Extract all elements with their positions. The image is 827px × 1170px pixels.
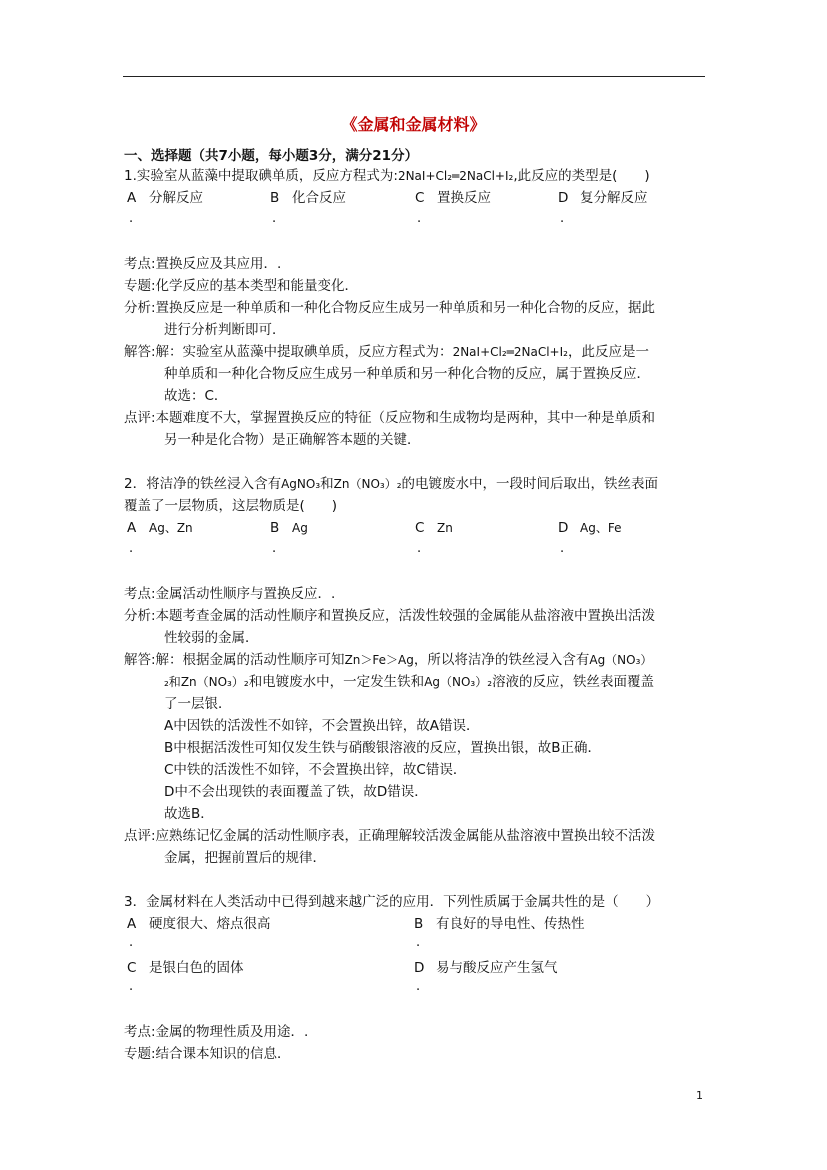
q2-jieda-2b: Zn（NO₃）₂ — [180, 675, 249, 689]
q2-jieda-4: A中因铁的活泼性不如锌，不会置换出锌，故A错误． — [164, 718, 480, 734]
q3-dot-b: . — [416, 935, 421, 950]
q1-dot-b: . — [272, 211, 277, 226]
q2-jieda-1b: Zn＞Fe＞Ag — [344, 653, 414, 667]
q2-stem-2: 覆盖了一层物质，这层物质是( ) — [124, 498, 338, 514]
q1-kaodian: 考点:置换反应及其应用．. — [124, 256, 282, 272]
q1-fenxi-2: 进行分析判断即可． — [164, 322, 286, 338]
q2-jieda-1d: Ag（NO₃） — [589, 653, 653, 667]
q1-jieda-2: 种单质和一种化合物反应生成另一种单质和另一种化合物的反应，属于置换反应． — [164, 366, 650, 382]
q2-dianping-2: 金属，把握前置后的规律． — [164, 850, 326, 866]
header-rule — [123, 76, 705, 77]
q2-dot-a: . — [129, 541, 134, 556]
q1-option-d: D 复分解反应 — [558, 190, 648, 206]
q2-option-a: A Ag、Zn — [127, 520, 193, 536]
q3-dot-d: . — [416, 979, 421, 994]
q2-jieda-7: D中不会出现铁的表面覆盖了铁，故D错误． — [164, 784, 428, 800]
section-heading: 一、选择题（共7小题，每小题3分，满分21分） — [124, 148, 419, 164]
q2-jieda-1 — [124, 650, 652, 670]
q2-dot-c: . — [417, 541, 422, 556]
q1-equation: 2NaI+Cl₂═2NaCl+I₂ — [397, 169, 514, 183]
q1-dianping-2: 另一种是化合物）是正确解答本题的关键． — [164, 432, 421, 448]
q2-dianping-1: 点评:应熟练记忆金属的活动性顺序表，正确理解较活泼金属能从盐溶液中置换出较不活泼 — [124, 828, 656, 844]
q1-stem — [124, 166, 650, 186]
q3-kaodian: 考点:金属的物理性质及用途．. — [124, 1024, 309, 1040]
q2-jieda-2d: Ag（NO₃）₂ — [424, 675, 493, 689]
q1-zhuanti: 专题:化学反应的基本类型和能量变化． — [124, 278, 359, 294]
q3-dot-c: . — [129, 979, 134, 994]
q1-dot-d: . — [560, 211, 565, 226]
q3-zhuanti: 专题:结合课本知识的信息． — [124, 1046, 291, 1062]
q2-stem-1d: Zn（NO₃）₂ — [333, 477, 402, 491]
q2-stem-1a: 2．将洁净的铁丝浸入含有 — [124, 476, 282, 492]
page-number: 1 — [696, 1089, 703, 1102]
q1-jieda-equation: 2NaI+Cl₂═2NaCl+I₂ — [452, 345, 568, 359]
q2-fenxi-2: 性较弱的金属． — [164, 630, 259, 646]
q2-jieda-3: 了一层银． — [164, 696, 232, 712]
q1-fenxi-1: 分析:置换反应是一种单质和一种化合物反应生成另一种单质和另一种化合物的反应，据此 — [124, 300, 656, 316]
q2-option-c: C Zn — [415, 520, 453, 536]
q3-option-c: C 是银白色的固体 — [127, 960, 244, 976]
q2-stem-1c: 和 — [320, 476, 334, 492]
q3-stem: 3．金属材料在人类活动中已得到越来越广泛的应用．下列性质属于金属共性的是（ ） — [124, 894, 660, 910]
q3-dot-a: . — [129, 935, 134, 950]
q2-jieda-6: C中铁的活泼性不如锌，不会置换出锌，故C错误． — [164, 762, 467, 778]
q1-stem-post: ,此反应的类型是( ) — [513, 168, 650, 184]
q2-kaodian: 考点:金属活动性顺序与置换反应．. — [124, 586, 336, 602]
q1-dot-c: . — [417, 211, 422, 226]
q2-jieda-1a: 解答:解：根据金属的活动性顺序可知 — [124, 652, 345, 668]
q1-option-b: B 化合反应 — [270, 190, 346, 206]
q3-option-a: A 硬度很大、熔点很高 — [127, 916, 271, 932]
q2-jieda-2 — [164, 672, 654, 692]
q2-option-d: D Ag、Fe — [558, 520, 622, 536]
q2-jieda-2e: 溶液的反应，铁丝表面覆盖 — [492, 674, 655, 690]
q1-jieda-1b: ，此反应是一 — [567, 344, 649, 360]
q1-stem-pre: 1.实验室从蓝藻中提取碘单质，反应方程式为: — [124, 168, 398, 184]
q2-jieda-8: 故选B． — [164, 806, 214, 822]
q1-jieda-1a: 解答:解：实验室从蓝藻中提取碘单质，反应方程式为： — [124, 344, 453, 360]
q1-jieda-3: 故选：C． — [164, 388, 228, 404]
q2-dot-d: . — [560, 541, 565, 556]
q2-fenxi-1: 分析:本题考查金属的活动性顺序和置换反应，活泼性较强的金属能从盐溶液中置换出活泼 — [124, 608, 656, 624]
q1-dianping-1: 点评:本题难度不大，掌握置换反应的特征（反应物和生成物均是两种，其中一种是单质和 — [124, 410, 656, 426]
q3-option-b: B 有良好的导电性、传热性 — [414, 916, 585, 932]
q2-jieda-5: B中根据活泼性可知仅发生铁与硝酸银溶液的反应，置换出银，故B正确． — [164, 740, 602, 756]
q2-option-b: B Ag — [270, 520, 308, 536]
q1-option-c: C 置换反应 — [415, 190, 491, 206]
q2-stem-1e: 的电镀废水中，一段时间后取出，铁丝表面 — [401, 476, 659, 492]
q2-dot-b: . — [272, 541, 277, 556]
q1-dot-a: . — [129, 211, 134, 226]
q3-option-d: D 易与酸反应产生氢气 — [414, 960, 558, 976]
q2-stem-1 — [124, 474, 658, 494]
q2-jieda-2c: 和电镀废水中，一定发生铁和 — [248, 674, 425, 690]
q2-jieda-1c: ，所以将洁净的铁丝浸入含有 — [413, 652, 590, 668]
q1-option-a: A 分解反应 — [127, 190, 203, 206]
document-title: 《金属和金属材料》 — [341, 115, 486, 134]
q2-jieda-2a: ₂和 — [164, 675, 181, 689]
q2-stem-1b: AgNO₃ — [281, 477, 321, 491]
q1-jieda-1 — [124, 342, 649, 362]
